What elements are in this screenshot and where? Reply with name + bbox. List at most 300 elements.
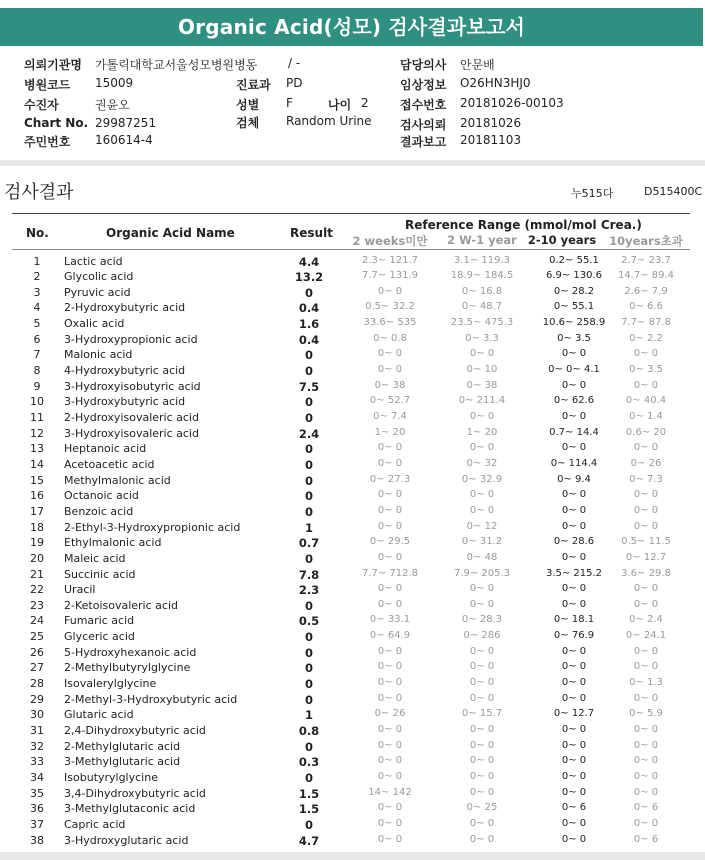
row-range-2-10years: 0~ 0 [561,645,587,657]
row-no: 35 [30,786,44,800]
row-acid-name: 3-Hydroxyisobutyric acid [64,379,201,393]
row-range-2-weeks: 0~ 0 [377,770,403,782]
row-acid-name: Lactic acid [64,254,123,268]
row-no: 37 [30,817,44,831]
row-acid-name: 2,4-Dihydroxybutyric acid [64,724,206,737]
row-range-2-10years: 0~ 0 [561,755,587,767]
row-range-10years-plus: 0.5~ 11.5 [621,536,671,548]
row-no: 6 [33,332,41,346]
row-result: 0.5 [298,614,320,629]
row-result: 0 [304,411,313,425]
row-range-2-weeks: 0~ 0 [377,755,403,767]
age-label: 나이 [328,98,352,112]
row-no: 5 [33,317,41,331]
row-no: 4 [33,301,41,315]
row-range-2-weeks: 0~ 26 [374,708,406,720]
row-acid-name: Methylmalonic acid [64,473,171,487]
table-row [12,410,690,426]
row-no: 3 [33,285,41,299]
table-row [12,833,690,849]
row-range-2w-1year: 0~ 0 [469,786,495,798]
row-range-10years-plus: 0~ 0 [633,504,659,516]
row-acid-name: Heptanoic acid [64,442,147,456]
row-no: 9 [33,379,41,393]
row-range-2-weeks: 14~ 142 [368,786,412,798]
col-header-result: Result [290,226,333,240]
row-range-2-10years: 0~ 0 [561,379,587,391]
row-range-2w-1year: 0~ 25 [466,802,498,814]
row-no: 25 [30,630,44,644]
row-result: 7.5 [298,379,320,394]
table-row [12,676,690,692]
row-acid-name: 3-Methylglutaconic acid [64,802,196,816]
row-no: 2 [33,270,41,284]
patient-info [0,0,705,160]
row-range-2-weeks: 0~ 0 [377,442,403,454]
row-acid-name: Glutaric acid [64,708,134,722]
row-acid-name: 2-Hydroxybutyric acid [64,301,186,315]
row-range-10years-plus: 0~ 6 [633,833,659,845]
row-acid-name: Benzoic acid [64,504,134,518]
col-header-reference-range: Reference Range (mmol/mol Crea.) [405,218,642,232]
request-value: 20181026 [460,116,522,130]
report-date-label: 결과보고 [400,135,447,149]
row-range-10years-plus: 14.7~ 89.4 [617,270,675,282]
row-range-2-weeks: 0~ 0 [377,724,403,735]
table-row [12,598,690,614]
row-range-2-10years: 0~ 18.1 [553,614,595,626]
row-range-2-10years: 0~ 6 [561,802,587,814]
hospital-code-value: 15009 [95,76,134,90]
table-row [12,363,690,379]
row-no: 26 [30,645,44,659]
row-range-2w-1year: 0~ 32.9 [461,473,503,485]
table-row [12,770,690,786]
row-no: 11 [30,411,44,424]
row-range-10years-plus: 0~ 0 [633,379,659,391]
row-acid-name: 2-Methylglutaric acid [64,739,181,753]
institution-label: 의뢰기관명 [24,58,82,72]
row-range-2-10years: 0~ 0 [561,833,587,845]
table-row [12,441,690,457]
row-no: 19 [30,536,44,550]
row-range-2-10years: 0~ 3.5 [557,332,591,344]
row-range-2-weeks: 2.3~ 121.7 [361,254,419,266]
row-range-10years-plus: 0~ 0 [633,786,659,798]
row-range-2w-1year: 0~ 0 [469,724,495,735]
row-acid-name: Uracil [64,583,96,597]
hospital-code-label: 병원코드 [24,78,71,92]
row-range-2-weeks: 0~ 0 [377,833,403,845]
row-range-2w-1year: 3.1~ 119.3 [453,254,511,266]
row-range-2-10years: 0~ 0 [561,739,587,751]
row-range-10years-plus: 0~ 3.5 [629,364,663,376]
row-range-2w-1year: 0~ 0 [469,770,495,782]
row-range-2-10years: 0~ 0 [561,520,587,532]
row-no: 8 [33,364,41,378]
table-top-rule [12,213,690,214]
row-result: 0 [304,489,313,504]
institution-value: 가톨릭대학교서울성모병원병동 [95,58,258,72]
report-date-value: 20181103 [460,133,522,147]
row-range-2-10years: 0.2~ 55.1 [549,254,599,266]
row-range-2-weeks: 0~ 33.1 [369,614,411,626]
row-range-2-weeks: 0~ 0 [377,285,403,297]
row-range-2-weeks: 0~ 0 [377,583,403,595]
table-row [12,504,690,520]
row-range-2-weeks: 0~ 0 [377,551,403,563]
row-range-2-10years: 6.9~ 130.6 [545,270,603,282]
row-range-2-10years: 0~ 0 [561,786,587,798]
table-row [12,645,690,661]
table-row [12,488,690,504]
row-range-2w-1year: 0~ 32 [466,457,498,469]
row-no: 15 [30,473,44,487]
row-result: 0 [304,645,313,660]
resident-value: 160614-4 [95,133,153,147]
row-no: 10 [30,395,44,409]
row-range-2-weeks: 7.7~ 712.8 [361,567,419,579]
report-title: Organic Acid(성모) 검사결과보고서 [0,8,703,46]
row-range-2-10years: 0~ 62.6 [553,395,595,407]
row-acid-name: Maleic acid [64,551,126,565]
row-result: 0.7 [298,536,320,551]
row-range-10years-plus: 0~ 40.4 [625,395,667,407]
ward-slash: / - [288,56,301,70]
row-no: 24 [30,614,44,628]
row-range-10years-plus: 0~ 0 [633,520,659,532]
row-range-2-10years: 3.5~ 215.2 [545,567,603,579]
row-acid-name: 4-Hydroxybutyric acid [64,364,186,378]
table-row [12,817,690,833]
row-range-2-10years: 0~ 0 [561,661,587,673]
row-no: 29 [30,692,44,706]
row-acid-name: Glycolic acid [64,270,134,284]
row-range-2w-1year: 0~ 3.3 [465,332,499,344]
row-result: 0 [304,442,313,457]
row-result: 0 [304,739,313,754]
row-range-2w-1year: 0~ 0 [469,442,495,454]
chart-label: Chart No. [24,116,89,130]
row-acid-name: Pyruvic acid [64,285,131,299]
row-range-2-weeks: 0~ 29.5 [369,536,411,548]
row-range-2w-1year: 0~ 48 [466,551,498,563]
row-range-10years-plus: 0~ 0 [633,645,659,657]
table-row [12,629,690,645]
patient-label: 수진자 [24,98,59,112]
row-range-2-weeks: 0~ 0 [377,677,403,689]
row-acid-name: 2-Hydroxyisovaleric acid [64,411,199,424]
table-row [12,457,690,473]
table-row [12,535,690,551]
row-range-2-10years: 0~ 28.6 [553,536,595,548]
row-no: 14 [30,457,44,471]
row-range-2w-1year: 0~ 38 [466,379,498,391]
row-no: 27 [30,661,44,675]
col-header-age2: 2 W-1 year [447,233,517,247]
row-range-10years-plus: 0~ 6 [633,802,659,814]
table-row [12,660,690,676]
row-range-2-10years: 0~ 0 [561,442,587,454]
receipt-label: 접수번호 [400,98,447,112]
row-range-2-weeks: 0~ 0 [377,817,403,829]
row-range-2w-1year: 0~ 48.7 [461,301,503,313]
row-no: 23 [30,598,44,612]
table-row [12,754,690,770]
row-result: 1.5 [298,802,320,817]
row-range-2-weeks: 0~ 0 [377,598,403,610]
table-row [12,379,690,395]
row-no: 16 [30,489,44,503]
row-range-2w-1year: 0~ 12 [466,520,498,532]
table-row [12,520,690,536]
row-range-10years-plus: 0~ 0 [633,724,659,735]
row-range-2w-1year: 0~ 0 [469,739,495,751]
row-range-2-10years: 0.7~ 14.4 [549,426,599,438]
table-row [12,613,690,629]
row-range-10years-plus: 3.6~ 29.8 [621,567,671,579]
table-row [12,707,690,723]
row-range-10years-plus: 2.7~ 23.7 [621,254,671,266]
row-range-2-10years: 0~ 0 [561,770,587,782]
row-range-2-weeks: 33.6~ 535 [363,317,417,329]
row-range-10years-plus: 0~ 5.9 [629,708,663,720]
table-row [12,582,690,598]
row-result: 0 [304,364,313,379]
row-range-10years-plus: 0~ 0 [633,598,659,610]
row-acid-name: 3-Hydroxyglutaric acid [64,833,189,847]
table-row [12,801,690,817]
row-result: 1 [304,708,313,723]
results-section-title: 검사결과 [4,182,74,203]
row-range-2w-1year: 0~ 0 [469,411,495,422]
chart-value: 29987251 [95,116,157,130]
table-row [12,394,690,410]
row-no: 21 [30,567,44,581]
row-result: 13.2 [294,270,324,285]
row-result: 0 [304,285,313,300]
row-no: 7 [33,348,41,362]
row-range-2w-1year: 0~ 0 [469,645,495,657]
receipt-value: 20181026-00103 [460,96,564,110]
table-row [12,473,690,489]
row-range-2-weeks: 0~ 0 [377,661,403,673]
row-range-2w-1year: 23.5~ 475.3 [450,317,514,329]
col-header-age3: 2-10 years [527,233,597,247]
row-acid-name: 2-Methyl-3-Hydroxybutyric acid [64,692,238,706]
row-range-2-weeks: 0~ 0 [377,645,403,657]
row-acid-name: Malonic acid [64,348,133,362]
row-result: 0.3 [298,755,320,770]
results-code-2: D515400C [644,185,703,198]
row-no: 20 [30,551,44,565]
bottom-bar [0,852,705,860]
row-range-2-weeks: 0~ 0 [377,457,403,469]
table-row [12,300,690,316]
row-range-2-weeks: 0~ 0 [377,489,403,501]
row-acid-name: Octanoic acid [64,489,139,503]
row-range-2-10years: 0~ 0 [561,489,587,501]
row-result: 1 [304,520,313,535]
row-range-10years-plus: 0~ 0 [633,348,659,360]
row-acid-name: 3,4-Dihydroxybutyric acid [64,786,206,800]
row-range-2-weeks: 0~ 0 [377,739,403,751]
row-result: 0 [304,630,313,645]
table-header-rule [12,249,690,250]
row-range-10years-plus: 0~ 0 [633,817,659,829]
row-result: 2.3 [298,583,320,598]
row-range-2-10years: 0~ 55.1 [553,301,595,313]
row-range-10years-plus: 7.7~ 87.8 [621,317,671,329]
row-range-10years-plus: 0~ 26 [630,457,662,469]
row-result: 0 [304,457,313,472]
row-range-2-10years: 0~ 0 [561,598,587,610]
table-row [12,254,690,270]
row-result: 0 [304,692,313,707]
row-range-2-weeks: 0~ 0 [377,364,403,376]
row-range-10years-plus: 2.6~ 7.9 [624,285,668,297]
table-row [12,332,690,348]
row-range-2-weeks: 0~ 0 [377,348,403,360]
row-range-2w-1year: 0~ 0 [469,489,495,501]
row-range-2-10years: 10.6~ 258.9 [542,317,606,329]
row-acid-name: 2-Ethyl-3-Hydroxypropionic acid [64,520,241,534]
row-range-2-10years: 0~ 12.7 [553,708,595,720]
row-range-2-10years: 0~ 0 [561,411,587,422]
row-range-2w-1year: 0~ 286 [463,630,501,642]
row-result: 0 [304,817,313,832]
row-range-10years-plus: 0~ 0 [633,692,659,704]
row-result: 0.4 [298,301,320,316]
row-result: 0.4 [298,332,320,347]
row-acid-name: 5-Hydroxyhexanoic acid [64,645,197,659]
row-result: 1.6 [298,317,320,332]
table-row [12,786,690,802]
row-range-2-weeks: 1~ 20 [374,426,406,438]
row-range-2-weeks: 0~ 64.9 [369,630,411,642]
specimen-value: Random Urine [286,114,372,128]
row-range-2-10years: 0~ 9.4 [557,473,591,485]
table-row [12,551,690,567]
table-row [12,426,690,442]
row-result: 1.5 [298,786,320,801]
row-range-10years-plus: 0~ 1.3 [629,677,663,689]
row-acid-name: Oxalic acid [64,317,125,331]
row-range-2-10years: 0~ 28.2 [553,285,595,297]
row-no: 36 [30,802,44,816]
row-result: 0 [304,551,313,566]
row-result: 0 [304,395,313,410]
row-range-10years-plus: 0~ 24.1 [625,630,667,642]
row-result: 0 [304,770,313,785]
row-range-10years-plus: 0~ 0 [633,661,659,673]
row-range-2-10years: 0~ 76.9 [553,630,595,642]
row-range-2-10years: 0~ 0 [561,551,587,563]
row-range-2-weeks: 0.5~ 32.2 [365,301,415,313]
row-range-2w-1year: 0~ 0 [469,583,495,595]
row-range-10years-plus: 0~ 2.2 [629,332,663,344]
clinical-label: 임상정보 [400,78,447,92]
row-result: 0 [304,677,313,692]
row-range-10years-plus: 0~ 0 [633,442,659,454]
table-row [12,692,690,708]
row-no: 22 [30,583,44,597]
row-range-2-weeks: 0~ 0 [377,692,403,704]
row-range-2w-1year: 1~ 20 [466,426,498,438]
row-result: 0.8 [298,724,320,738]
col-header-name: Organic Acid Name [106,226,235,240]
table-row [12,347,690,363]
row-range-2w-1year: 0~ 15.7 [461,708,503,720]
row-range-2-10years: 0~ 0~ 4.1 [548,364,600,376]
row-range-10years-plus: 0~ 0 [633,770,659,782]
row-no: 17 [30,504,44,518]
row-range-2-weeks: 0~ 0 [377,504,403,516]
row-range-10years-plus: 0~ 1.4 [629,411,663,422]
row-result: 0 [304,348,313,363]
row-range-2w-1year: 0~ 16.8 [461,285,503,297]
specimen-label: 검체 [236,116,260,130]
row-acid-name: Isovalerylglycine [64,677,157,691]
row-result: 4.4 [298,254,320,269]
row-no: 28 [30,677,44,691]
col-header-age1: 2 weeks미만 [352,234,428,248]
row-no: 13 [30,442,44,456]
results-code-1: 누515다 [571,187,614,200]
row-range-2-weeks: 0~ 27.3 [369,473,411,485]
row-range-2-weeks: 0~ 0.8 [373,332,407,344]
row-range-2w-1year: 0~ 10 [466,364,498,376]
row-result: 0 [304,598,313,613]
row-range-2-weeks: 0~ 38 [374,379,406,391]
row-range-10years-plus: 0.6~ 20 [625,426,667,438]
row-range-2-weeks: 0~ 52.7 [369,395,411,407]
age-value: 2 [361,96,369,110]
row-range-2-weeks: 0~ 7.4 [373,411,407,422]
row-result: 0 [304,504,313,519]
section-divider [0,160,705,166]
department-label: 진료과 [236,78,271,92]
doctor-value: 안문배 [460,58,495,72]
row-range-10years-plus: 0~ 0 [633,583,659,595]
row-result: 7.8 [298,567,320,582]
row-acid-name: Succinic acid [64,567,136,581]
row-range-2w-1year: 0~ 0 [469,755,495,767]
row-range-2w-1year: 0~ 28.3 [461,614,503,626]
row-range-2w-1year: 0~ 0 [469,348,495,360]
row-no: 18 [30,520,44,534]
row-no: 34 [30,770,44,784]
col-header-no: No. [26,226,49,240]
row-no: 32 [30,739,44,753]
table-row [12,269,690,285]
request-label: 검사의뢰 [400,118,447,132]
row-range-2w-1year: 0~ 0 [469,661,495,673]
row-range-2-weeks: 7.7~ 131.9 [361,270,419,282]
row-range-2w-1year: 0~ 0 [469,598,495,610]
row-acid-name: 2-Ketoisovaleric acid [64,598,178,612]
row-acid-name: 3-Hydroxypropionic acid [64,332,198,346]
row-acid-name: Acetoacetic acid [64,457,155,471]
row-range-2-weeks: 0~ 0 [377,520,403,532]
row-acid-name: Isobutyrylglycine [64,770,158,784]
row-no: 33 [30,755,44,769]
row-range-2w-1year: 0~ 0 [469,817,495,829]
row-range-2-weeks: 0~ 0 [377,802,403,814]
row-range-2w-1year: 0~ 0 [469,692,495,704]
row-acid-name: Ethylmalonic acid [64,536,162,550]
row-range-2-10years: 0~ 0 [561,348,587,360]
